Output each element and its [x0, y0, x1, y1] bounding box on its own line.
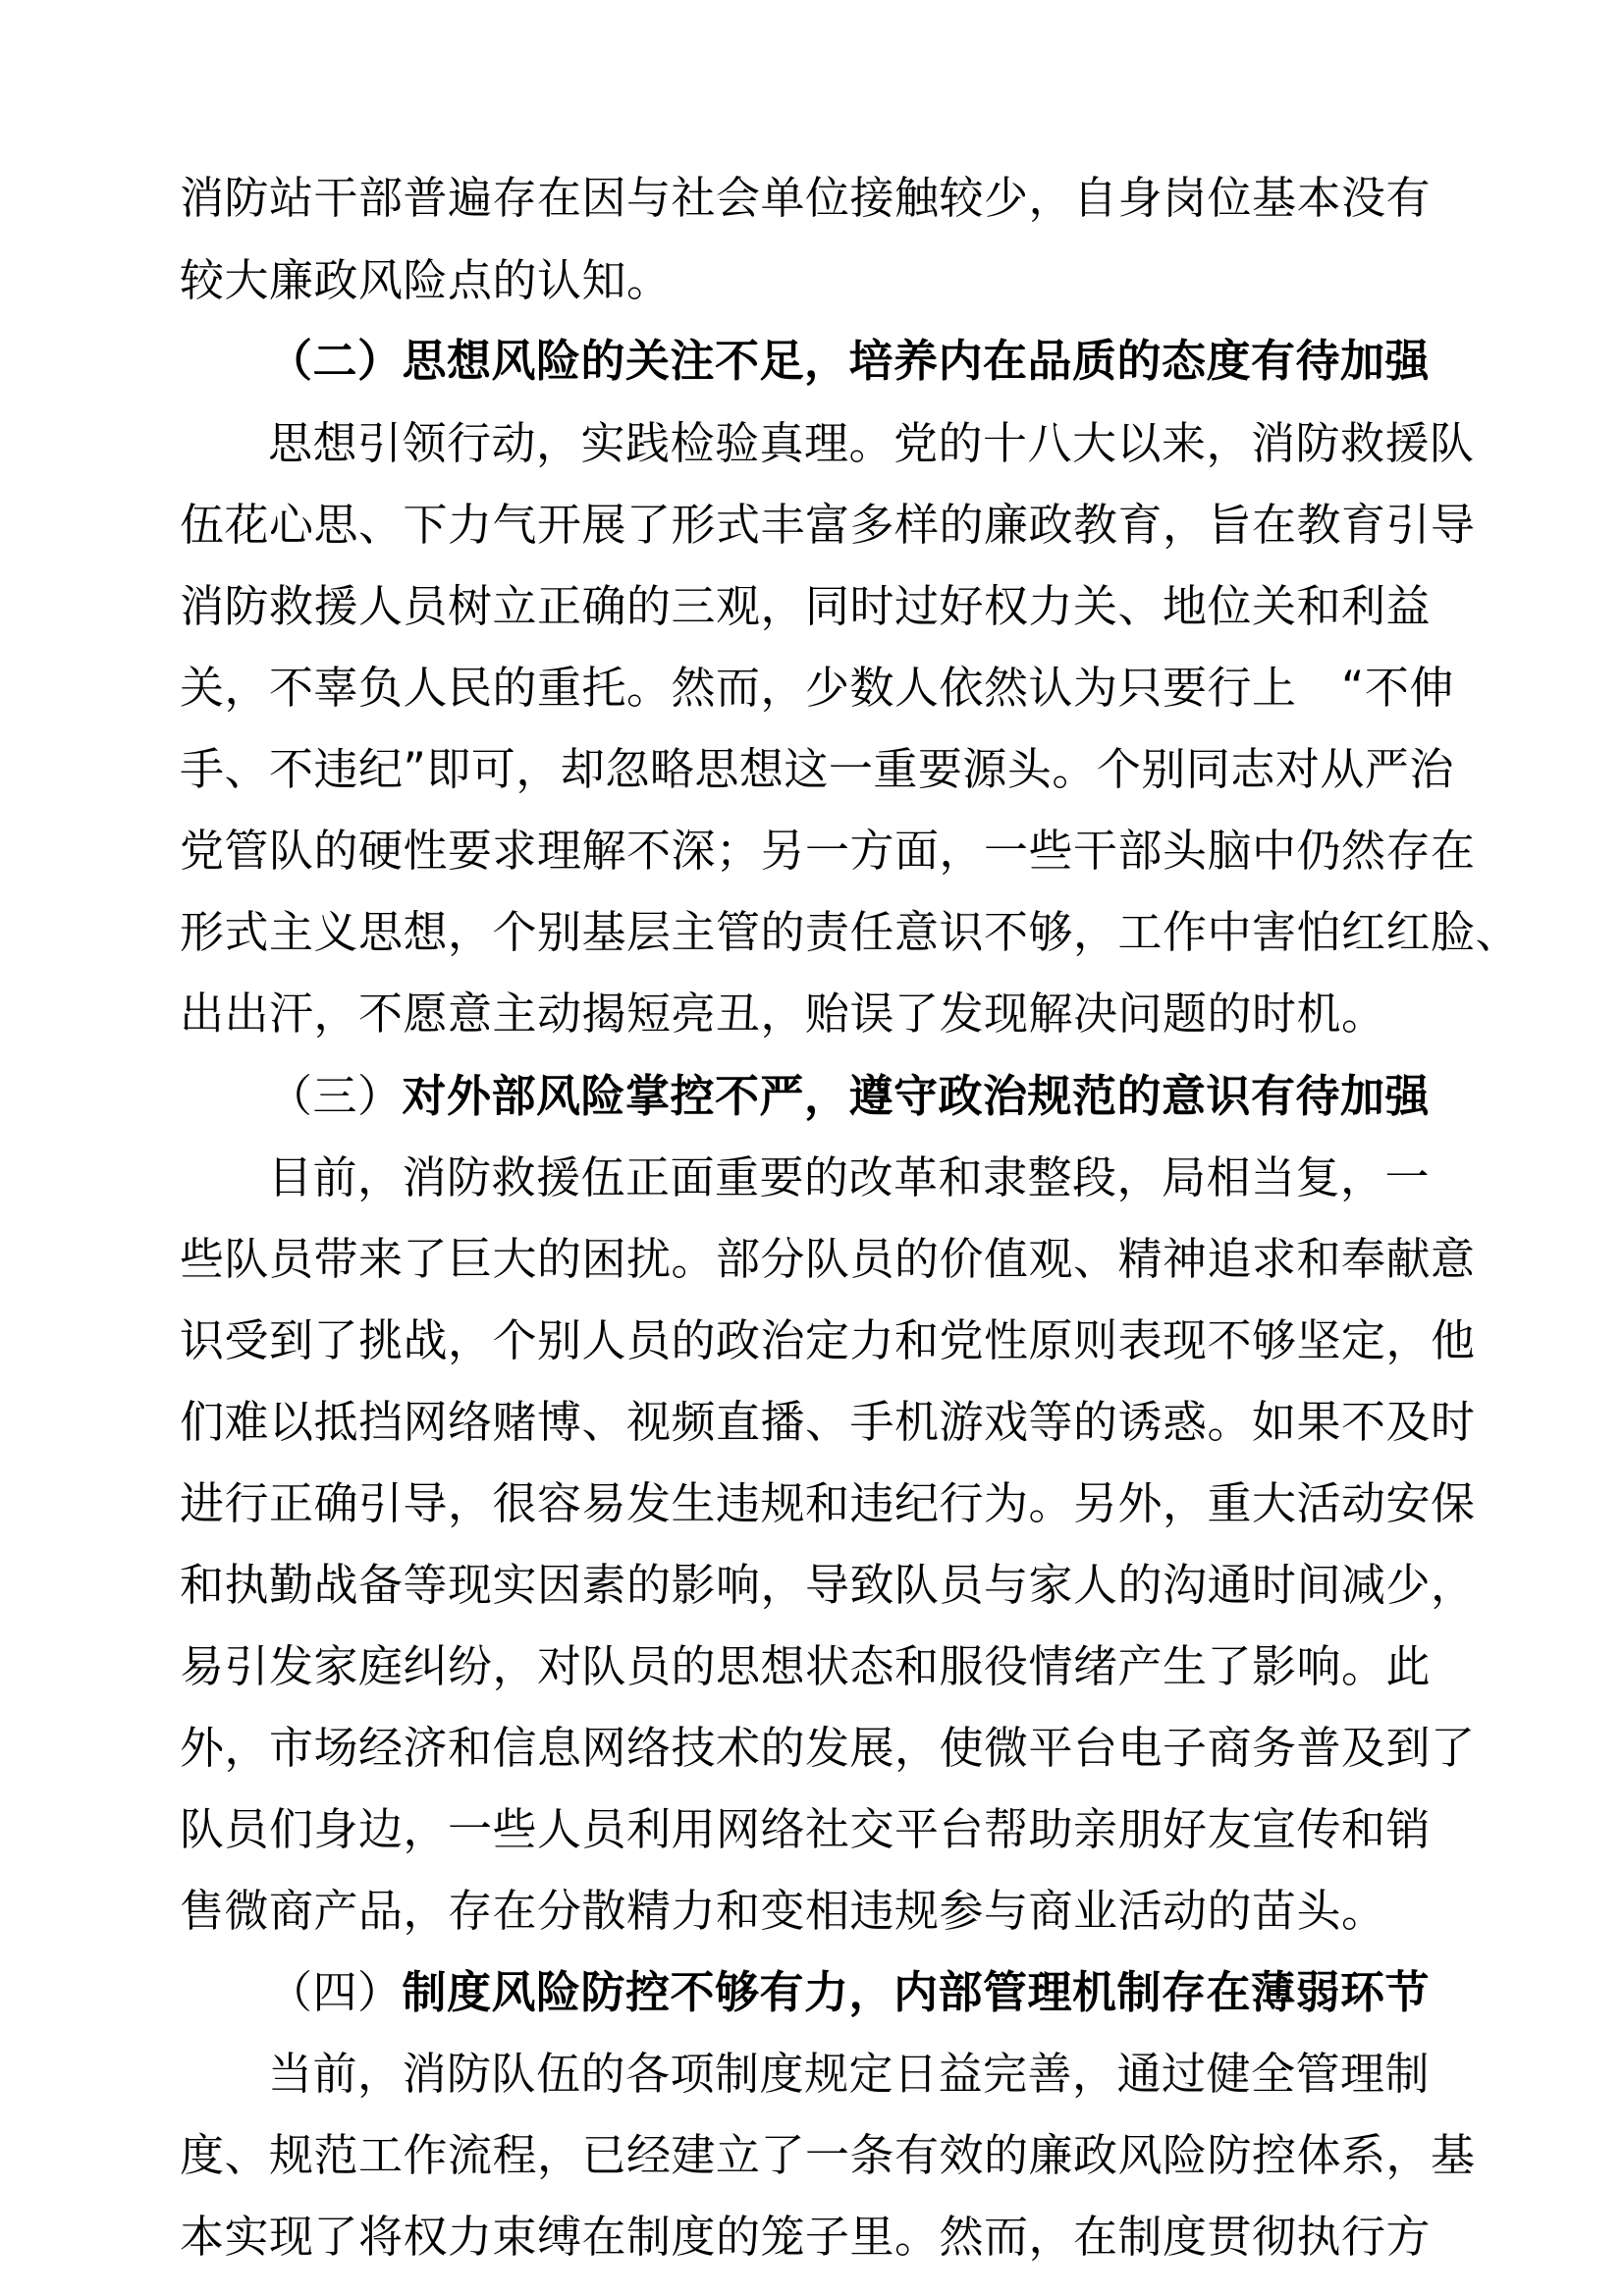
paragraph-line: 当前，消防队伍的各项制度规定日益完善，通过健全管理制	[268, 2048, 1431, 2100]
heading-prefix: （三）	[268, 1070, 403, 1122]
paragraph-line: 手、不违纪”即可，却忽略思想这一重要源头。个别同志对从严治	[180, 743, 1454, 795]
paragraph-line: 思想引领行动，实践检验真理。党的十八大以来，消防救援队	[268, 417, 1475, 469]
paragraph-line: 党管队的硬性要求理解不深；另一方面，一些干部头脑中仍然存在	[180, 825, 1476, 877]
heading-prefix: （四）	[268, 1966, 403, 2018]
paragraph-line: 关，不辜负人民的重托。然而，少数人依然认为只要行上 “不伸	[180, 662, 1454, 714]
paragraph-line: 消防救援人员树立正确的三观，同时过好权力关、地位关和利益	[180, 580, 1432, 632]
paragraph-line: 出出汗，不愿意主动揭短亮丑，贻误了发现解决问题的时机。	[180, 988, 1386, 1040]
paragraph-line: 些队员带来了巨大的困扰。部分队员的价值观、精神追求和奉献意	[180, 1233, 1476, 1285]
heading-text: 制度风险防控不够有力，内部管理机制存在薄弱环节	[402, 1966, 1431, 2018]
paragraph-line: 形式主义思想，个别基层主管的责任意识不够，工作中害怕红红脸、	[180, 906, 1521, 958]
paragraph-line: 较大廉政风险点的认知。	[180, 254, 672, 306]
paragraph-line: 队员们身边，一些人员利用网络社交平台帮助亲朋好友宣传和销	[180, 1803, 1432, 1855]
paragraph-line: 进行正确引导，很容易发生违规和违纪行为。另外，重大活动安保	[180, 1477, 1476, 1529]
paragraph-line: 伍花心思、下力气开展了形式丰富多样的廉政教育，旨在教育引导	[180, 499, 1476, 551]
section-heading-2: （二）思想风险的关注不足，培养内在品质的态度有待加强	[268, 335, 1431, 387]
paragraph-line: 们难以抵挡网络赌博、视频直播、手机游戏等的诱惑。如果不及时	[180, 1396, 1476, 1448]
section-heading-4	[268, 1963, 1430, 2022]
paragraph-line: 本实现了将权力束缚在制度的笼子里。然而，在制度贯彻执行方	[180, 2211, 1432, 2263]
paragraph-line: 消防站干部普遍存在因与社会单位接触较少，自身岗位基本没有	[180, 172, 1432, 224]
paragraph-line: 外，市场经济和信息网络技术的发展，使微平台电子商务普及到了	[180, 1722, 1476, 1774]
paragraph-line: 度、规范工作流程，已经建立了一条有效的廉政风险防控体系，基	[180, 2129, 1476, 2181]
paragraph-line: 和执勤战备等现实因素的影响，导致队员与家人的沟通时间减少，	[180, 1559, 1476, 1611]
heading-text: 对外部风险掌控不严，遵守政治规范的意识有待加强	[402, 1070, 1431, 1122]
paragraph-line: 识受到了挑战，个别人员的政治定力和党性原则表现不够坚定，他	[180, 1314, 1476, 1366]
paragraph-line: 售微商产品，存在分散精力和变相违规参与商业活动的苗头。	[180, 1885, 1386, 1937]
paragraph-line: 目前，消防救援伍正面重要的改革和隶整段，局相当复，一	[268, 1151, 1431, 1203]
paragraph-line: 易引发家庭纠纷，对队员的思想状态和服役情绪产生了影响。此	[180, 1640, 1432, 1692]
section-heading-3	[268, 1067, 1430, 1126]
